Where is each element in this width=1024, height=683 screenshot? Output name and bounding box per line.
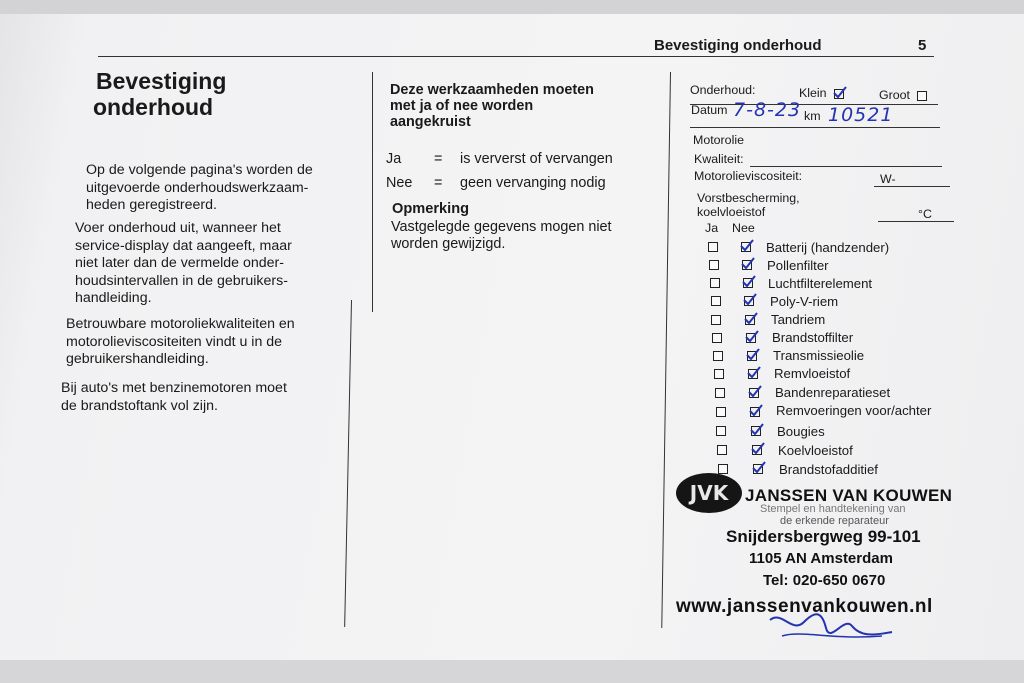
stamp-company: JANSSEN VAN KOUWEN xyxy=(745,486,953,505)
checklist-item-label: Bougies xyxy=(777,424,825,439)
vorst-unit: °C xyxy=(918,207,932,221)
definition-ja: Ja = is ververst of vervangen xyxy=(386,151,613,167)
checklist-item-label: Pollenfilter xyxy=(767,258,829,273)
ja-checkbox[interactable] xyxy=(713,351,723,361)
remark-title: Opmerking xyxy=(392,201,470,217)
nee-checkbox-checked[interactable] xyxy=(741,242,751,252)
ja-checkbox[interactable] xyxy=(708,242,718,252)
groot-label: Groot xyxy=(879,88,910,102)
paragraph-4: Bij auto's met benzinemotoren moet de brandstoftank vol zijn. xyxy=(61,380,287,414)
paragraph-2: Voer onderhoud uit, wanneer het service-display dat aangeeft, maar niet later dan de vermelde onder- houdsintervallen in de gebruikers- handleiding. xyxy=(75,220,292,306)
nee-checkbox-checked[interactable] xyxy=(752,445,762,455)
km-label: km xyxy=(804,109,821,123)
ja-checkbox[interactable] xyxy=(716,407,726,417)
pen-tick-icon xyxy=(749,422,765,438)
viscositeit-value: W- xyxy=(880,172,896,186)
svg-text:JVK: JVK xyxy=(689,481,729,505)
column-divider-2 xyxy=(661,72,671,628)
ja-checkbox[interactable] xyxy=(716,426,726,436)
page-number: 5 xyxy=(918,37,927,54)
pen-tick-icon xyxy=(747,384,763,400)
header-rule xyxy=(98,56,934,57)
checklist-item-label: Koelvloeistof xyxy=(778,443,853,458)
nee-checkbox-checked[interactable] xyxy=(746,333,756,343)
onderhoud-label: Onderhoud: xyxy=(690,83,756,97)
pen-tick-icon xyxy=(745,347,761,363)
pen-tick-icon xyxy=(832,85,848,101)
pen-tick-icon xyxy=(739,238,755,254)
vorst-label: Vorstbescherming, koelvloeistof xyxy=(697,191,800,219)
checklist-item-label: Brandstofadditief xyxy=(779,462,878,477)
nee-checkbox-checked[interactable] xyxy=(745,315,755,325)
ja-checkbox[interactable] xyxy=(717,445,727,455)
stamp-website: www.janssenvankouwen.nl xyxy=(676,596,933,617)
nee-checkbox-checked[interactable] xyxy=(744,296,754,306)
section-title-line1: Bevestiging xyxy=(96,68,227,94)
definition-nee: Nee = geen vervanging nodig xyxy=(386,175,606,191)
column-divider-1b xyxy=(344,300,352,627)
ja-checkbox[interactable] xyxy=(712,333,722,343)
ja-checkbox[interactable] xyxy=(711,296,721,306)
section-title-line2: onderhoud xyxy=(93,94,214,120)
ja-checkbox[interactable] xyxy=(714,369,724,379)
column-ja-header: Ja xyxy=(705,221,719,235)
pen-tick-icon xyxy=(751,460,767,476)
nee-checkbox-checked[interactable] xyxy=(753,464,763,474)
pen-tick-icon xyxy=(750,441,766,457)
ja-checkbox[interactable] xyxy=(709,260,719,270)
column-nee-header: Nee xyxy=(732,221,755,235)
datum-value[interactable]: 7-8-23 xyxy=(733,99,802,121)
checklist-item-label: Remvoeringen voor/achter xyxy=(776,403,932,418)
motorolie-label: Motorolie xyxy=(693,133,744,147)
remark-text: Vastgelegde gegevens mogen niet worden gewijzigd. xyxy=(391,219,612,252)
paragraph-3: Betrouwbare motoroliekwaliteiten en motorolieviscositeiten vindt u in de gebruikershandleiding. xyxy=(66,316,295,367)
nee-checkbox-checked[interactable] xyxy=(742,260,752,270)
km-value[interactable]: 10521 xyxy=(828,104,894,126)
ja-checkbox[interactable] xyxy=(710,278,720,288)
ja-checkbox[interactable] xyxy=(715,388,725,398)
nee-checkbox-checked[interactable] xyxy=(749,388,759,398)
nee-checkbox-checked[interactable] xyxy=(750,407,760,417)
viscositeit-field[interactable] xyxy=(874,186,950,187)
datum-rule xyxy=(690,127,940,128)
klein-checkbox-checked[interactable] xyxy=(834,89,844,99)
checklist-item-label: Brandstoffilter xyxy=(772,330,854,345)
signature-scribble-icon xyxy=(762,606,902,642)
pen-tick-icon xyxy=(741,274,757,290)
checklist-item-label: Remvloeistof xyxy=(774,366,851,381)
ja-checkbox[interactable] xyxy=(711,315,721,325)
viscositeit-label: Motorolieviscositeit: xyxy=(694,169,803,183)
form-signature-caption: Stempel en handtekening van xyxy=(760,503,906,515)
datum-label: Datum xyxy=(691,103,728,117)
checklist-item-label: Tandriem xyxy=(771,312,826,327)
stamp-street: Snijdersbergweg 99-101 xyxy=(726,527,921,546)
groot-checkbox[interactable] xyxy=(917,91,927,101)
nee-checkbox-checked[interactable] xyxy=(747,351,757,361)
checklist-item-label: Luchtfilterelement xyxy=(768,276,873,291)
form-signature-caption-2: de erkende reparateur xyxy=(780,515,889,527)
pen-tick-icon xyxy=(742,292,758,308)
pen-tick-icon xyxy=(744,329,760,345)
checklist-item-label: Bandenreparatieset xyxy=(775,385,891,400)
checklist-item-label: Batterij (handzender) xyxy=(766,240,890,255)
paragraph-1: Op de volgende pagina's worden de uitgevoerde onderhoudswerkzaam- heden geregistreerd. xyxy=(86,162,313,213)
pen-tick-icon xyxy=(743,311,759,327)
pen-tick-icon xyxy=(746,365,762,381)
stamp-phone: Tel: 020-650 0670 xyxy=(763,572,886,589)
pen-tick-icon xyxy=(740,256,756,272)
kwaliteit-label: Kwaliteit: xyxy=(694,152,744,166)
klein-label: Klein xyxy=(799,86,827,100)
nee-checkbox-checked[interactable] xyxy=(743,278,753,288)
column-divider-1a xyxy=(372,72,373,312)
page-bottom-edge xyxy=(0,660,1024,683)
nee-checkbox-checked[interactable] xyxy=(748,369,758,379)
checklist-item-label: Poly-V-riem xyxy=(770,294,839,309)
nee-checkbox-checked[interactable] xyxy=(751,426,761,436)
vorst-field[interactable] xyxy=(878,221,954,222)
pen-tick-icon xyxy=(748,403,764,419)
running-title: Bevestiging onderhoud xyxy=(654,37,822,54)
dealer-logo-icon xyxy=(674,470,744,516)
checklist-item-label: Transmissieolie xyxy=(773,348,865,363)
middle-heading: Deze werkzaamheden moeten met ja of nee worden aangekruist xyxy=(390,82,594,130)
page-top-shadow xyxy=(0,0,1024,14)
kwaliteit-field[interactable] xyxy=(750,166,942,167)
stamp-city: 1105 AN Amsterdam xyxy=(749,550,893,567)
